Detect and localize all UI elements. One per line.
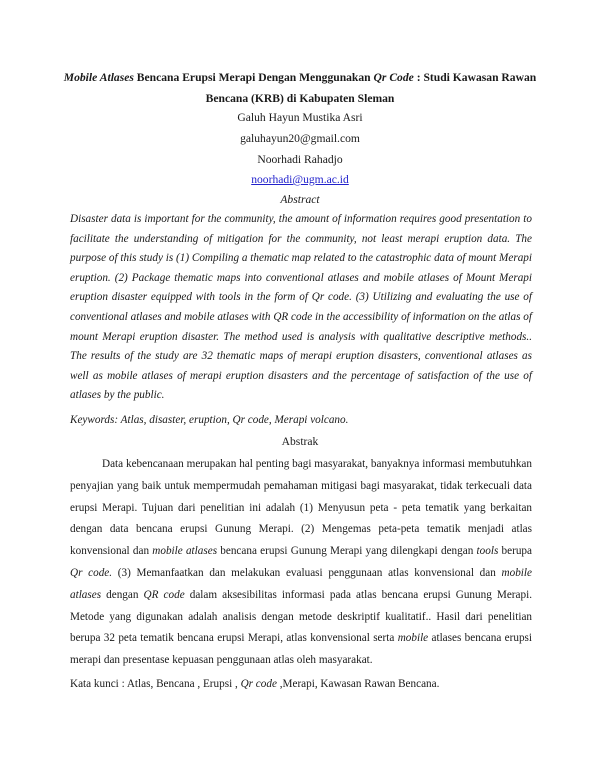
abstract-id-italic: mobile atlases <box>70 566 532 601</box>
abstract-id-italic: QR code <box>143 588 185 601</box>
keywords-en: Keywords: Atlas, disaster, eruption, Qr code, Merapi volcano. <box>70 414 349 426</box>
abstract-id-text: Data kebencanaan merupakan hal penting bagi masyarakat, banyaknya informasi membutuhkan penyajian yang baik untuk mempermudah pemahaman mitigasi bagi masyarakat, tidak terkecuali data erupsi Merapi. Tujuan dari penelitian ini adalah (1) Menyusun peta - peta tematik yang berkaitan dengan data bencana erupsi Gunung Merapi. (2) Mengemas peta-peta tematik menjadi atlas konvensional dan <box>70 458 532 558</box>
author-2-email-wrap <box>60 173 540 186</box>
abstract-id-body <box>70 454 532 672</box>
abstract-id-heading: Abstrak <box>281 435 319 448</box>
abstract-id-text: atlases bencana erupsi merapi dan presentase kepuasan penggunaan atlas oleh masyarakat. <box>70 632 532 667</box>
author-1-email: galuhayun20@gmail.com <box>240 132 360 145</box>
keywords-id-text: ,Merapi, Kawasan Rawan Bencana. <box>276 678 440 690</box>
keywords-id <box>70 678 532 690</box>
keywords-id-italic: Qr code <box>240 678 277 690</box>
abstract-id-italic: Qr code. <box>70 566 113 579</box>
paper-title <box>60 67 540 109</box>
abstract-en-heading: Abstract <box>280 193 320 206</box>
abstract-id-italic: tools <box>476 545 499 558</box>
abstract-id-text: dengan <box>101 588 144 601</box>
author-1-name: Galuh Hayun Mustika Asri <box>237 111 363 124</box>
title-part-qr-code: Qr Code <box>373 71 414 84</box>
keywords-id-text: Kata kunci : Atlas, Bencana , Erupsi , <box>70 678 241 690</box>
title-part-study-area: : Studi Kawasan Rawan Bencana (KRB) di Kabupaten Sleman <box>205 71 537 105</box>
title-part-mobile-atlases: Mobile Atlases <box>63 71 134 84</box>
abstract-id-italic: mobile atlases <box>152 545 218 558</box>
author-2-email-link[interactable]: noorhadi@ugm.ac.id <box>251 173 349 186</box>
abstract-id-text: berupa <box>498 545 532 558</box>
abstract-id-italic: mobile <box>397 632 429 645</box>
abstract-id-text: (3) Memanfaatkan dan melakukan evaluasi penggunaan atlas konvensional dan <box>112 566 502 579</box>
abstract-en-body: Disaster data is important for the community, the amount of information requires good presentation to facilitate the understanding of mitigation for the community, not least merapi eruption data. The purpose of this study is (1) Compiling a thematic map related to the catastrophic data of mount Merapi eruption. (2) Package thematic maps into conventional atlases and mobile atlases of Mount Merapi eruption disaster equipped with tools in the form of Qr code. (3) Utilizing and evaluating the use of conventional atlases and mobile atlases with QR code in the accessibility of information on the atlas of mount Merapi eruption disaster. The method used is analysis with qualitative descriptive methods.. The results of the study are 32 thematic maps of merapi eruption disasters, conventional atlases as well as mobile atlases of merapi eruption disasters and the percentage of satisfaction of the use of atlases by the public. <box>70 213 532 402</box>
abstract-id-text: dalam aksesibilitas informasi pada atlas bencana erupsi Gunung Merapi. Metode yang digunakan adalah analisis dengan metode deskriptif kualitatif.. Hasil dari penelitian berupa 32 peta tematik bencana erupsi Merapi, atlas konvensional serta <box>70 588 532 645</box>
title-part-main: Bencana Erupsi Merapi Dengan Menggunakan <box>133 71 374 84</box>
abstract-id-text: bencana erupsi Gunung Merapi yang dilengkapi dengan <box>217 545 477 558</box>
author-2-name: Noorhadi Rahadjo <box>257 153 343 166</box>
